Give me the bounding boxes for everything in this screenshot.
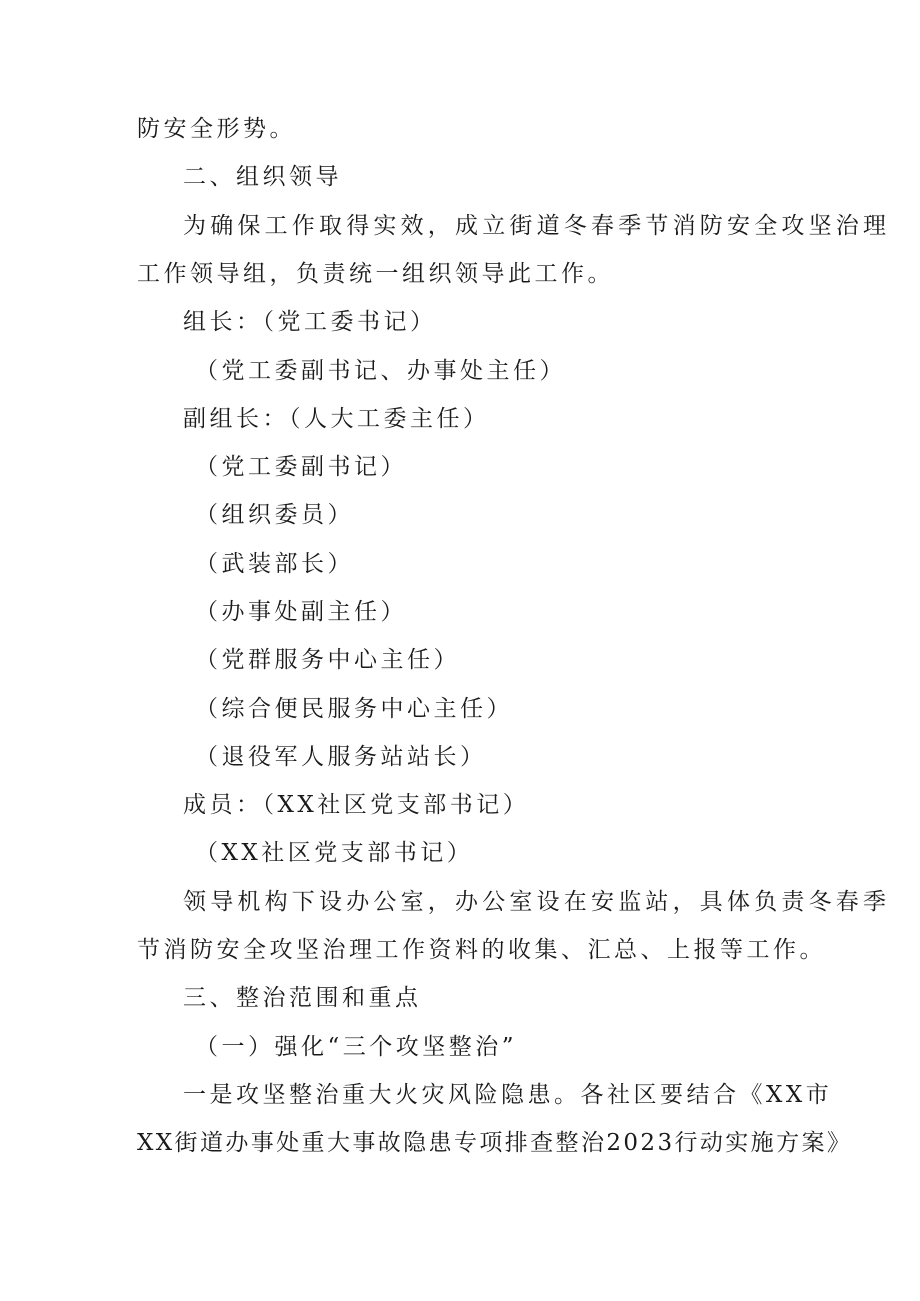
section-heading-organization: 二、组织领导 [183, 164, 342, 190]
deputy-leader-entry: （退役军人服务站站长） [195, 744, 487, 770]
deputy-leader-entry: （党群服务中心主任） [195, 647, 460, 673]
leader-entry: 组长：（党工委书记） [183, 309, 437, 335]
deputy-leader-entry: （党工委副书记） [195, 454, 407, 480]
body-paragraph: XX街道办事处重大事故隐患专项排查整治2023行动实施方案》 [137, 1130, 853, 1156]
subsection-heading: （一）强化“三个攻坚整治” [195, 1034, 518, 1060]
body-paragraph: 工作领导组，负责统一组织领导此工作。 [137, 261, 614, 287]
deputy-leader-entry: 副组长：（人大工委主任） [183, 406, 490, 432]
section-heading-scope: 三、整治范围和重点 [183, 985, 422, 1011]
deputy-leader-entry: （武装部长） [195, 551, 354, 577]
body-paragraph-end: 防安全形势。 [137, 116, 296, 142]
deputy-leader-entry: （组织委员） [195, 502, 354, 528]
body-paragraph: 领导机构下设办公室，办公室设在安监站，具体负责冬春季 [183, 889, 891, 915]
deputy-leader-entry: （办事处副主任） [195, 599, 407, 625]
member-entry: 成员：（XX社区党支部书记） [183, 792, 530, 818]
member-entry: （XX社区党支部书记） [195, 840, 474, 866]
leader-entry: （党工委副书记、办事处主任） [195, 358, 566, 384]
body-paragraph: 一是攻坚整治重大火灾风险隐患。各社区要结合《XX市 [183, 1082, 833, 1108]
deputy-leader-entry: （综合便民服务中心主任） [195, 696, 513, 722]
body-paragraph: 为确保工作取得实效，成立街道冬春季节消防安全攻坚治理 [183, 213, 891, 239]
body-paragraph: 节消防安全攻坚治理工作资料的收集、汇总、上报等工作。 [137, 937, 826, 963]
